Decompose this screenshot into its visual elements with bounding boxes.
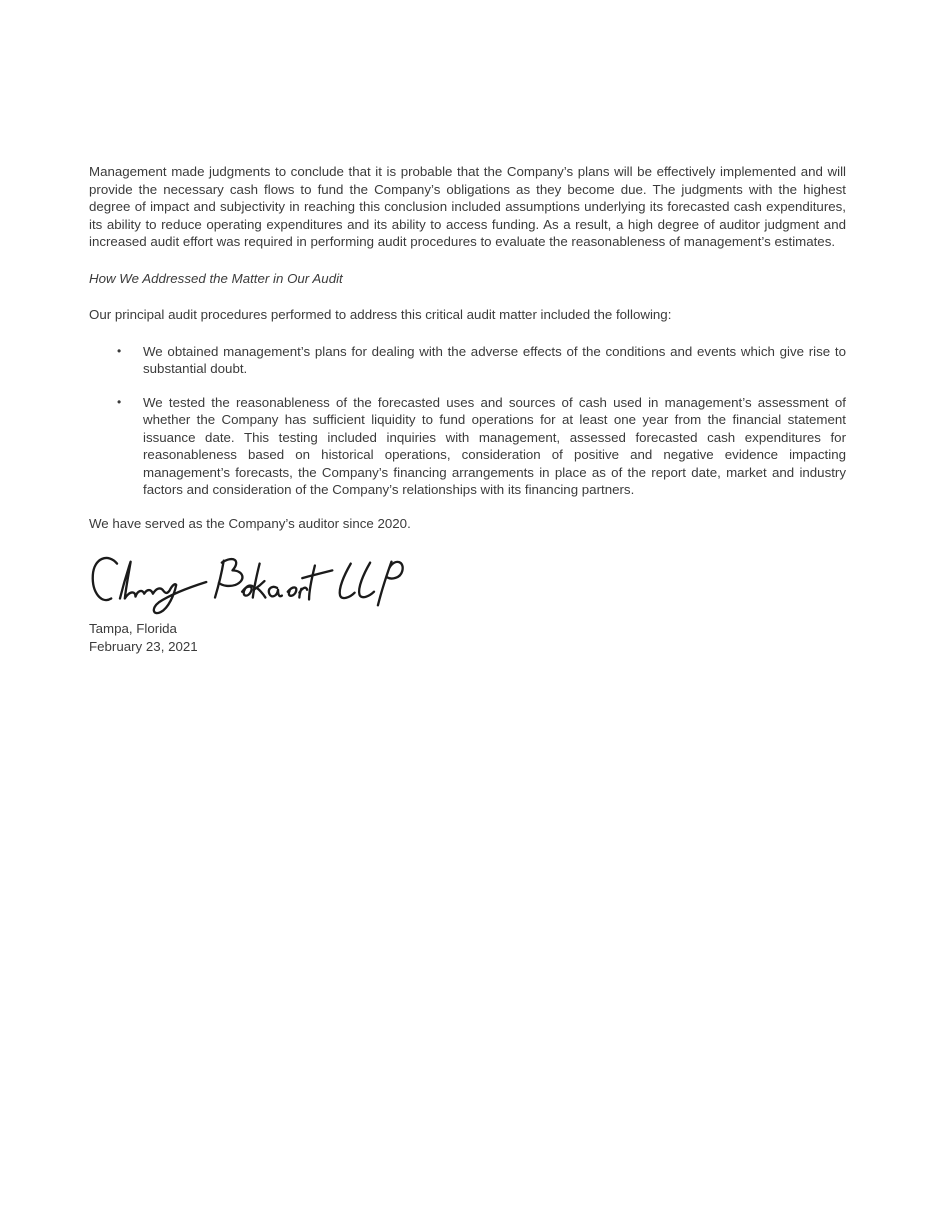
auditor-tenure-line: We have served as the Company’s auditor since 2020.	[89, 515, 411, 531]
paragraph-management-judgments: Management made judgments to conclude that it is probable that the Company’s plans will be effectively implemented and will provide the necessary cash flows to fund the Company’s obligations as they become due. The judgments with the highest degree of impact and subjectivity in reaching this conclusion included assumptions underlying its forecasted cash expenditures, its ability to reduce operating expenditures and its ability to access funding. As a result, a high degree of auditor judgment and increased audit effort was required in performing audit procedures to evaluate the reasonableness of management’s estimates.	[89, 164, 846, 249]
signature-location: Tampa, Florida	[89, 621, 177, 636]
list-item-tested-reasonableness	[89, 394, 846, 499]
handwritten-signature-cherry-bekaert-llp	[85, 551, 409, 615]
paragraph-procedures-intro: Our principal audit procedures performed to address this critical audit matter included the following:	[89, 307, 672, 322]
bullet-icon: •	[117, 394, 122, 409]
list-item-obtained-plans	[89, 343, 846, 378]
bullet-icon: •	[117, 343, 122, 358]
bullet-text-obtained-plans: We obtained management’s plans for dealing with the adverse effects of the conditions and events which give rise to substantial doubt.	[143, 343, 846, 376]
audit-procedures-list	[89, 343, 846, 499]
bullet-text-tested-reasonableness: We tested the reasonableness of the forecasted uses and sources of cash used in management’s assessment of whether the Company has sufficient liquidity to fund operations for at least one year from the financial statement issuance date. This testing included inquiries with management, assessed forecasted cash expenditures for reasonableness based on historical operations, consideration of positive and negative evidence impacting management’s forecasts, the Company’s financing arrangements in place as of the report date, market and industry factors and consideration of the Company’s relationships with its financing partners.	[143, 394, 846, 497]
signature-strokes	[85, 551, 409, 615]
signature-date: February 23, 2021	[89, 638, 198, 654]
section-heading-how-we-addressed: How We Addressed the Matter in Our Audit	[89, 270, 343, 286]
